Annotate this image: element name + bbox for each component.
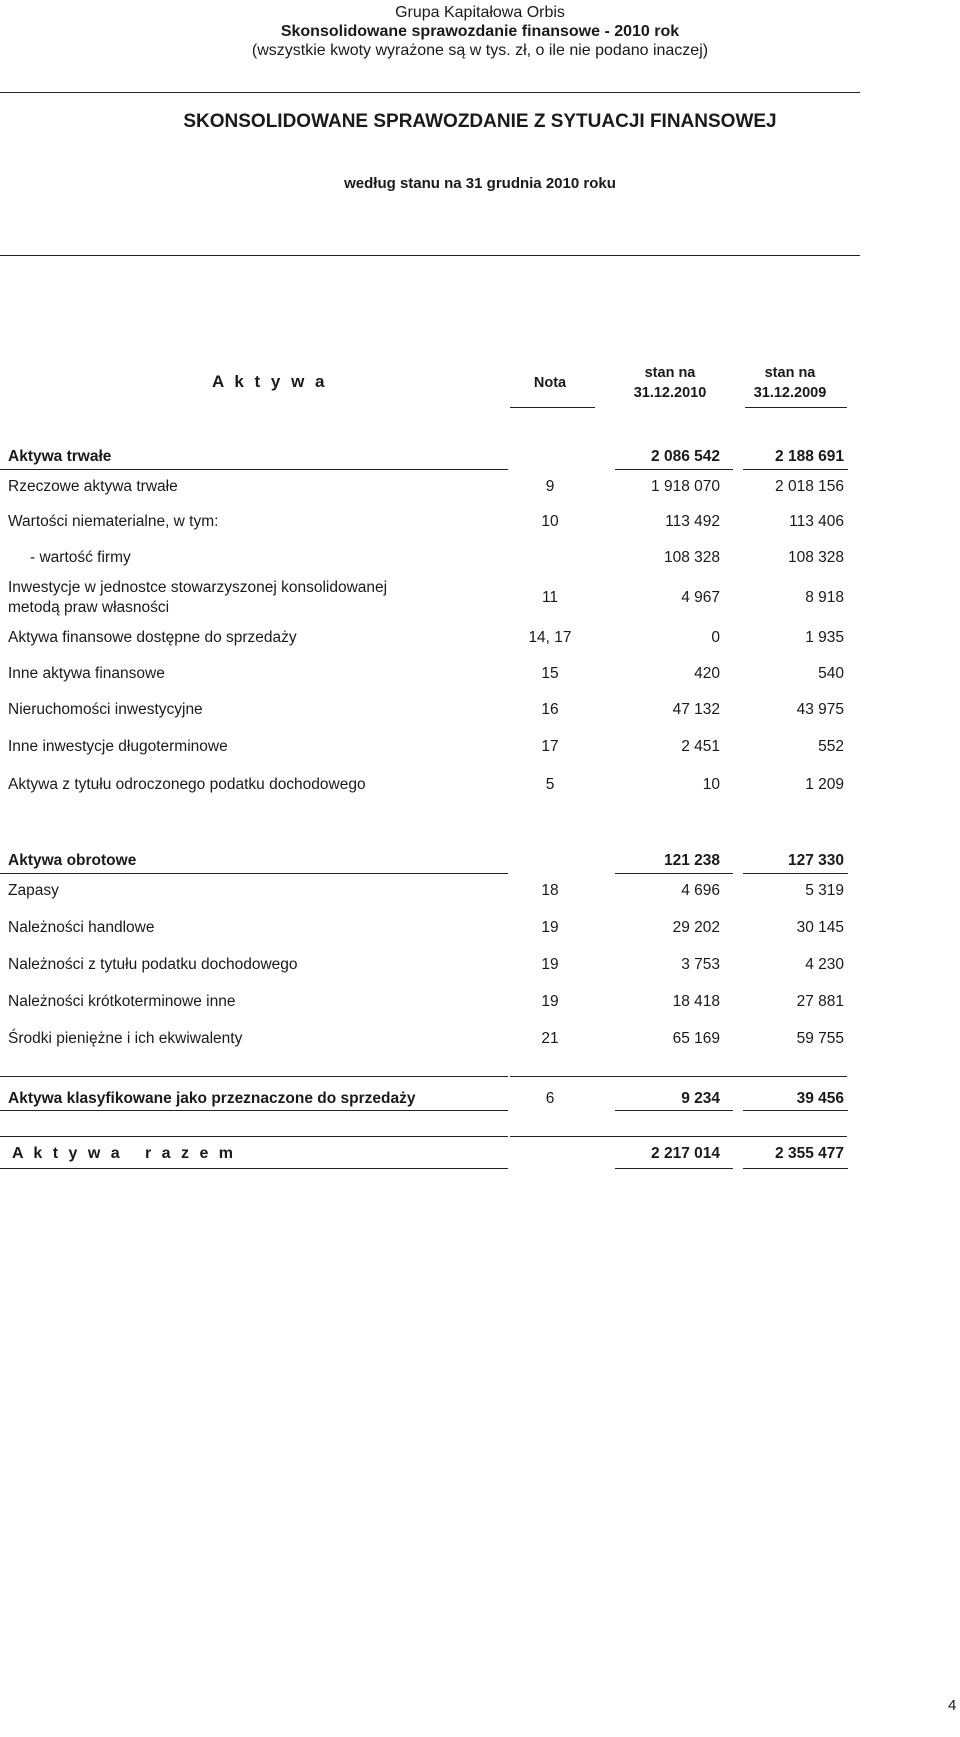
row-value-2009: 1 935: [805, 629, 844, 646]
row-value-2010: 121 238: [663, 852, 720, 869]
total-top-rule-values: [510, 1136, 847, 1137]
row-nota: 18: [541, 882, 559, 899]
section-label-aktywa: A k t y w a: [212, 372, 328, 391]
aktywa-trwale-underline: [0, 469, 508, 470]
row-label: Rzeczowe aktywa trwałe: [8, 478, 178, 495]
row-label: Inne inwestycje długoterminowe: [8, 738, 228, 755]
row-value-2010: 0: [711, 629, 720, 646]
row-label: Inne aktywa finansowe: [8, 665, 165, 682]
row-value-2010: 29 202: [672, 919, 720, 936]
row-value-2010: 3 753: [681, 956, 720, 973]
row-value-2010: 4 967: [681, 589, 720, 606]
period-2010-header: [610, 363, 730, 403]
row-nota: 19: [541, 919, 559, 936]
row-label: - wartość firmy: [30, 549, 131, 566]
row-value-2010: 113 492: [665, 513, 720, 530]
nota-header: Nota: [533, 375, 567, 391]
row-label: Należności z tytułu podatku dochodowego: [8, 956, 298, 973]
company-name: Grupa Kapitałowa Orbis: [395, 4, 565, 21]
row-nota: 15: [541, 665, 559, 682]
aktywa-obrotowe-2009-underline: [743, 873, 848, 874]
row-nota: 17: [541, 738, 559, 755]
aktywa-trwale-2009-underline: [743, 469, 848, 470]
held-for-sale-top-rule-values: [510, 1076, 847, 1077]
row-nota: 19: [541, 956, 559, 973]
row-value-2009: 552: [818, 738, 844, 755]
row-value-2009: 540: [818, 665, 844, 682]
period-2009-line2: 31.12.2009: [753, 385, 827, 401]
row-value-2010: 420: [694, 665, 720, 682]
row-label: Wartości niematerialne, w tym:: [8, 513, 219, 530]
aktywa-trwale-2010-underline: [615, 469, 733, 470]
row-nota: 6: [545, 1090, 555, 1107]
row-label-line1: Inwestycje w jednostce stowarzyszonej konsolidowanej: [8, 579, 388, 596]
row-value-2010: 18 418: [672, 993, 720, 1010]
row-value-2009: 113 406: [789, 513, 844, 530]
header-divider: [0, 92, 860, 93]
row-value-2010: 1 918 070: [651, 478, 720, 495]
row-label-total: A k t y w a r a z e m: [12, 1145, 237, 1162]
row-nota: 21: [541, 1030, 559, 1047]
held-for-sale-top-rule: [0, 1076, 508, 1077]
row-value-2010: 2 451: [681, 738, 720, 755]
row-label: Zapasy: [8, 882, 59, 899]
row-label-line2: metodą praw własności: [8, 599, 170, 616]
row-value-2010: 2 086 542: [651, 448, 720, 465]
row-value-2009: 2 188 691: [775, 448, 844, 465]
row-label: [8, 578, 387, 618]
statement-date: według stanu na 31 grudnia 2010 roku: [344, 175, 616, 192]
row-nota: 19: [541, 993, 559, 1010]
aktywa-obrotowe-underline: [0, 873, 508, 874]
row-nota: 5: [545, 776, 555, 793]
page-number: 4: [948, 1697, 957, 1714]
row-value-2009: 5 319: [805, 882, 844, 899]
row-value-2009: 127 330: [787, 852, 844, 869]
row-value-2009: 59 755: [796, 1030, 844, 1047]
row-value-2010: 9 234: [681, 1090, 720, 1107]
period-2009-line1: stan na: [764, 365, 816, 381]
row-value-2010-total: 2 217 014: [651, 1145, 720, 1162]
row-label: Nieruchomości inwestycyjne: [8, 701, 203, 718]
row-value-2010: 47 132: [672, 701, 720, 718]
row-value-2009: 1 209: [805, 776, 844, 793]
statement-divider: [0, 255, 860, 256]
row-nota: 11: [541, 589, 559, 606]
nota-header-underline: [510, 407, 595, 408]
row-value-2010: 65 169: [672, 1030, 720, 1047]
aktywa-obrotowe-2010-underline: [615, 873, 733, 874]
row-value-2009: 2 018 156: [775, 478, 844, 495]
period-2010-line2: 31.12.2010: [633, 385, 707, 401]
row-value-2009: 108 328: [787, 549, 844, 566]
row-nota: 14, 17: [528, 629, 572, 646]
period-2010-line1: stan na: [644, 365, 696, 381]
row-value-2010: 10: [702, 776, 720, 793]
row-label: Aktywa klasyfikowane jako przeznaczone do sprzedaży: [8, 1090, 416, 1107]
row-nota: 16: [541, 701, 559, 718]
row-value-2010: 4 696: [681, 882, 720, 899]
held-for-sale-2009-underline: [743, 1110, 848, 1111]
row-value-2010: 108 328: [663, 549, 720, 566]
row-nota: 10: [541, 513, 559, 530]
row-label: Aktywa finansowe dostępne do sprzedaży: [8, 629, 297, 646]
row-label: Aktywa trwałe: [8, 448, 112, 465]
row-nota: 9: [545, 478, 555, 495]
row-label: Aktywa z tytułu odroczonego podatku dochodowego: [8, 776, 366, 793]
row-label: Należności krótkoterminowe inne: [8, 993, 236, 1010]
report-title: Skonsolidowane sprawozdanie finansowe - 2010 rok: [280, 23, 680, 40]
row-label: Należności handlowe: [8, 919, 155, 936]
row-value-2009: 27 881: [796, 993, 844, 1010]
row-label: Środki pieniężne i ich ekwiwalenty: [8, 1030, 243, 1047]
row-value-2009: 8 918: [805, 589, 844, 606]
total-top-rule: [0, 1136, 508, 1137]
units-note: (wszystkie kwoty wyrażone są w tys. zł, o ile nie podano inaczej): [251, 42, 709, 59]
total-2009-underline: [743, 1168, 848, 1169]
period-2009-header: [730, 363, 850, 403]
row-value-2009: 39 456: [796, 1090, 844, 1107]
held-for-sale-underline: [0, 1110, 508, 1111]
row-value-2009-total: 2 355 477: [775, 1145, 844, 1162]
period-2009-underline: [745, 407, 847, 408]
statement-title: SKONSOLIDOWANE SPRAWOZDANIE Z SYTUACJI FINANSOWEJ: [183, 111, 777, 132]
total-underline: [0, 1168, 508, 1169]
row-value-2009: 4 230: [805, 956, 844, 973]
row-value-2009: 30 145: [796, 919, 844, 936]
row-value-2009: 43 975: [796, 701, 844, 718]
row-label: Aktywa obrotowe: [8, 852, 137, 869]
held-for-sale-2010-underline: [615, 1110, 733, 1111]
total-2010-underline: [615, 1168, 733, 1169]
